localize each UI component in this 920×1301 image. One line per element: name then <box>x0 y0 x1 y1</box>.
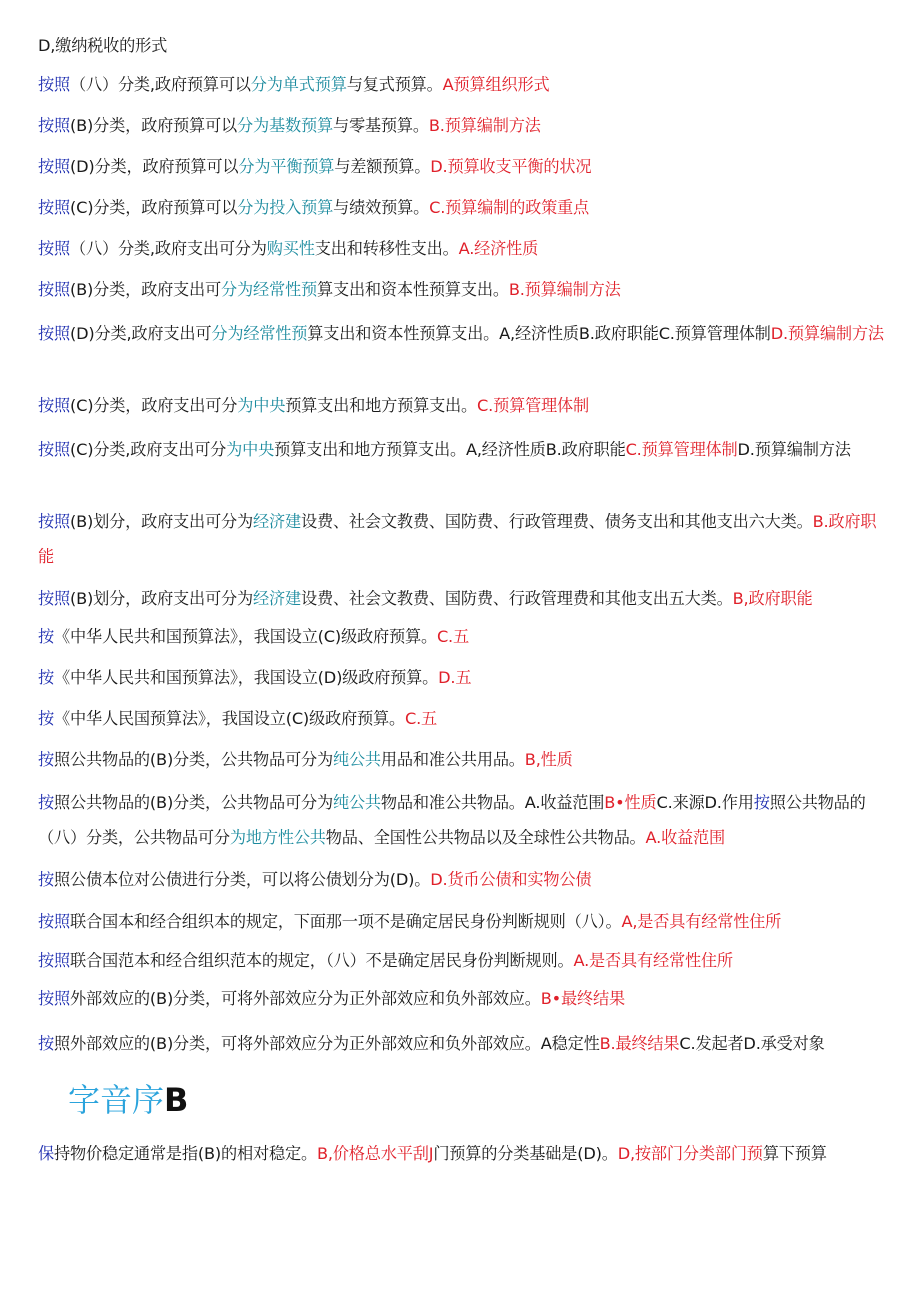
line-8: 按照(C)分类，政府支出可分为中央预算支出和地方预算支出。C.预算管理体制 <box>38 396 590 415</box>
section-heading <box>68 1076 188 1124</box>
line-2: 按照(B)分类，政府预算可以分为基数预算与零基预算。B.预算编制方法 <box>38 116 541 135</box>
line-7: 按照(D)分类,政府支出可分为经常性预算支出和资本性预算支出。A,经济性质B.政府职能C.预算管理体制D.预算编制方法 <box>38 324 884 343</box>
line-11: 按照(B)划分，政府支出可分为经济建设费、社会文教费、国防费、行政管理费和其他支出五大类。B,政府职能 <box>38 589 813 608</box>
line-18: 按照联合国本和经合组织本的规定，下面那一项不是确定居民身份判断规则（八）。A,是否具有经常性住所 <box>38 912 782 931</box>
section-heading-letter: B <box>164 1081 189 1119</box>
line-12: 按《中华人民共和国预算法》，我国设立(C)级政府预算。C.五 <box>38 627 469 646</box>
line-20: 按照外部效应的(B)分类，可将外部效应分为正外部效应和负外部效应。B•最终结果 <box>38 989 625 1008</box>
line-21: 按照外部效应的(B)分类，可将外部效应分为正外部效应和负外部效应。A稳定性B.最终结果C.发起者D.承受对象 <box>38 1034 825 1053</box>
line-5: 按照（八）分类,政府支出可分为购买性支出和转移性支出。A.经济性质 <box>38 239 539 258</box>
line-15: 按照公共物品的(B)分类，公共物品可分为纯公共用品和准公共用品。B,性质 <box>38 750 573 769</box>
line-9: 按照(C)分类,政府支出可分为中央预算支出和地方预算支出。A,经济性质B.政府职能C.预算管理体制D.预算编制方法 <box>38 440 851 459</box>
line-16: 按照公共物品的(B)分类，公共物品可分为纯公共物品和准公共物品。A.收益范围B•性质C.来源D.作用按照公共物品的（八）分类，公共物品可分为地方性公共物品、全国性公共物品以及全球性公共物品。A.收益范围 <box>38 793 866 847</box>
line-13: 按《中华人民共和国预算法》，我国设立(D)级政府预算。D.五 <box>38 668 472 687</box>
line-0: D,缴纳税收的形式 <box>38 36 168 55</box>
line-3: 按照(D)分类，政府预算可以分为平衡预算与差额预算。D.预算收支平衡的状况 <box>38 157 592 176</box>
line-17: 按照公债本位对公债进行分类，可以将公债划分为(D)。D.货币公债和实物公债 <box>38 870 592 889</box>
line-1: 按照（八）分类,政府预算可以分为单式预算与复式预算。A预算组织形式 <box>38 75 550 94</box>
line-6: 按照(B)分类，政府支出可分为经常性预算支出和资本性预算支出。B.预算编制方法 <box>38 280 621 299</box>
line-19: 按照联合国范本和经合组织范本的规定，（八）不是确定居民身份判断规则。A.是否具有经常性住所 <box>38 951 733 970</box>
section-heading-word: 字音序 <box>68 1081 165 1119</box>
line-14: 按《中华人民国预算法》，我国设立(C)级政府预算。C.五 <box>38 709 438 728</box>
line-22: 保持物价稳定通常是指(B)的相对稳定。B,价格总水平刮J门预算的分类基础是(D)。D,按部门分类部门预算下预算 <box>38 1144 827 1163</box>
line-10: 按照(B)划分，政府支出可分为经济建设费、社会文教费、国防费、行政管理费、债务支出和其他支出六大类。B.政府职能 <box>38 512 877 566</box>
line-4: 按照(C)分类，政府预算可以分为投入预算与绩效预算。C.预算编制的政策重点 <box>38 198 590 217</box>
